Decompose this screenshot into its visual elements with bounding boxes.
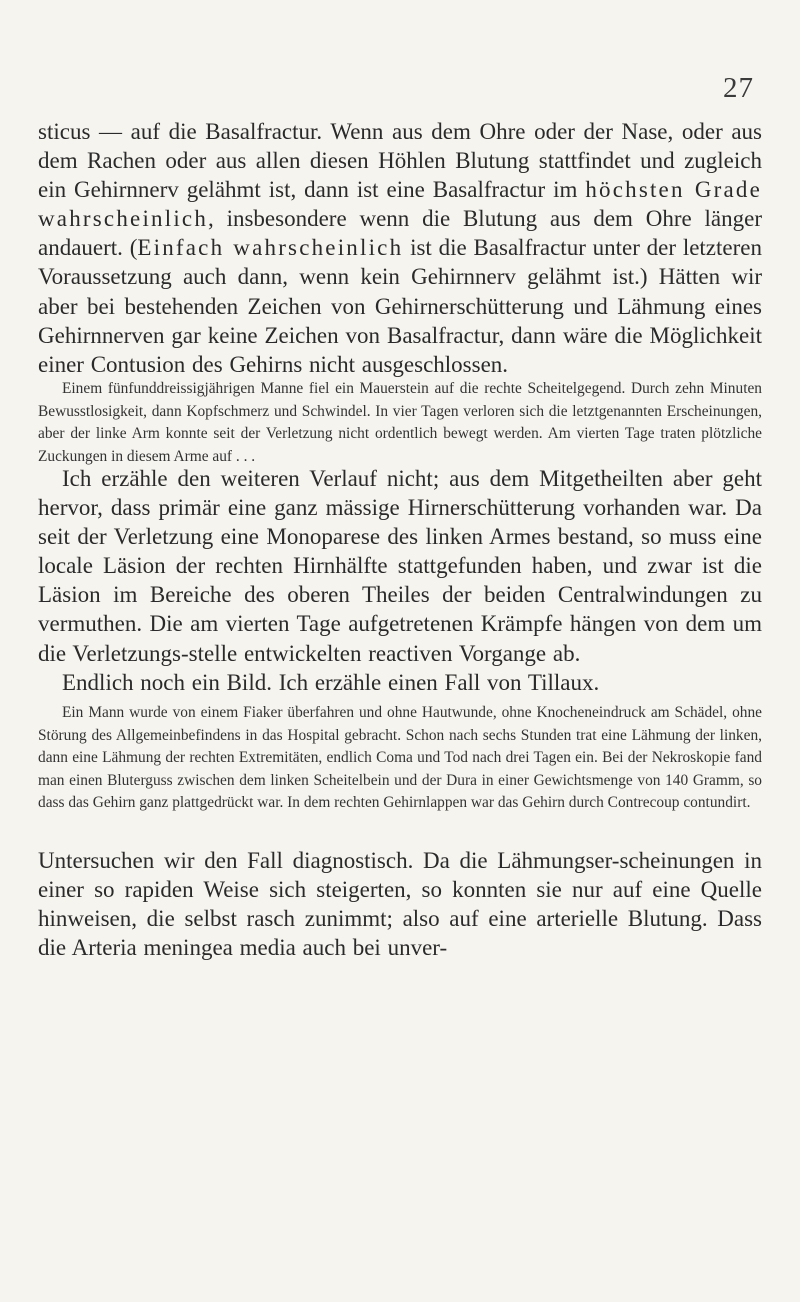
text-run: ist die Basalfractur unter der letzteren Voraussetzung auch dann, wenn kein Gehirnnerv gelähmt ist.) Hätten wir aber bei bestehenden Zeichen von Gehirnerschütterung und Lähmung eines Gehirnnerven gar keine Zeichen von Basalfractur, dann wäre die Möglichkeit einer Contusion des Gehirns nicht ausgeschlossen.: [38, 235, 762, 377]
page-number: 27: [723, 72, 754, 104]
case-note-fiaker: [38, 702, 762, 815]
text-run: , insbesondere wenn die Blutung aus dem Ohre länger andauert. (: [38, 206, 762, 261]
case-note-text: Einem fünfunddreissigjährigen Manne fiel ein Mauerstein auf die rechte Scheitelgegend. Durch zehn Minuten Bewusstlosigkeit, dann Kopfschmerz und Schwindel. In vier Tagen verloren sich die letztgenannten Erscheinungen, aber der linke Arm konnte seit der Verletzung nicht ordentlich bewegt werden. Am vierten Tage traten plötzliche Zuckungen in diesem Arme auf . . .: [38, 380, 762, 465]
emphasized-text: höchsten Grade wahrscheinlich: [38, 177, 763, 232]
paragraph-text: Untersuchen wir den Fall diagnostisch. Da die Lähmungser-scheinungen in einer so rapiden Weise sich steigerten, so konnten sie nur auf eine Quelle hinweisen, die selbst rasch zunimmt; also auf eine arterielle Blutung. Dass die Arteria meningea media auch bei unver-: [38, 848, 762, 961]
paragraph-text: [38, 117, 762, 379]
case-note-text: Ein Mann wurde von einem Fiaker überfahren und ohne Hautwunde, ohne Knocheneindruck am Schädel, ohne Störung des Allgemeinbefindens in das Hospital gebracht. Schon nach sechs Stunden trat eine Lähmung der linken, dann eine Lähmung der rechten Extremitäten, endlich Coma und Tod nach drei Tagen ein. Bei der Nekroskopie fand man einen Bluterguss zwischen dem linken Scheitelbein und der Dura in einer Gewichtsmenge von 140 Gramm, so dass das Gehirn ganz plattgedrückt war. In dem rechten Gehirnlappen war das Gehirn durch Contrecoup contundirt.: [38, 704, 762, 812]
text-run: sticus — auf die Basalfractur. Wenn aus dem Ohre oder der Nase, oder aus dem Rachen oder aus allen diesen Höhlen Blutung stattfindet und zugleich ein Gehirnnerv gelähmt ist, dann ist eine Basalfractur im: [38, 119, 762, 203]
paragraph-text: Ich erzähle den weiteren Verlauf nicht; aus dem Mitgetheilten aber geht hervor, dass primär eine ganz mässige Hirnerschütterung vorhanden war. Da seit der Verletzung eine Monoparese des linken Armes bestand, so muss eine locale Läsion der rechten Hirnhälfte stattgefunden haben, und zwar ist die Läsion im Bereiche des oberen Theiles der beiden Centralwindungen zu vermuthen. Die am vierten Tage aufgetretenen Krämpfe hängen von dem um die Verletzungs-stelle entwickelten reactiven Vorgange ab.: [38, 466, 762, 666]
paragraph-tillaux: [38, 668, 762, 697]
paragraph-diagnostisch: [38, 846, 762, 962]
case-note-mauerstein: [38, 378, 762, 468]
emphasized-text: Einfach wahrscheinlich: [137, 235, 404, 261]
paragraph-text: Endlich noch ein Bild. Ich erzähle einen Fall von Tillaux.: [62, 670, 600, 695]
paragraph-verlauf: [38, 464, 762, 668]
paragraph-basalfractur: [38, 117, 762, 379]
